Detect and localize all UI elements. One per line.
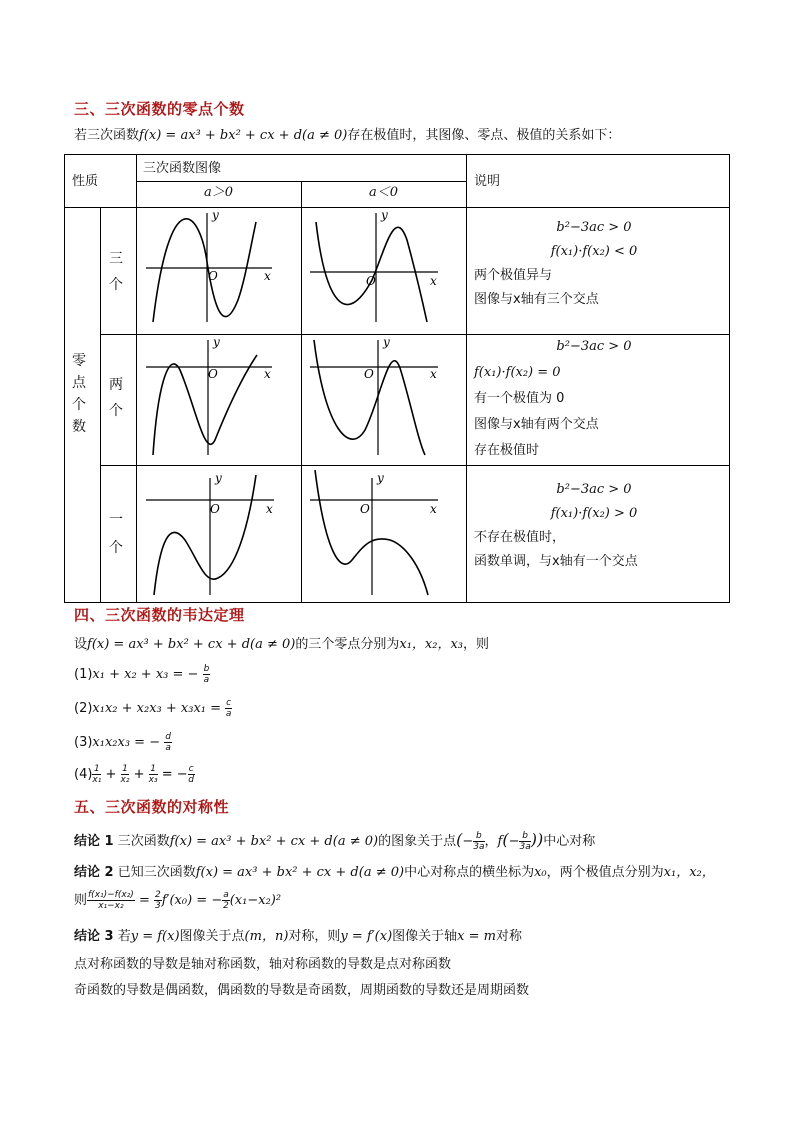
axis-x-label: x: [430, 502, 437, 516]
axis-y-label: y: [215, 471, 222, 485]
fraction: $\frac{d}{a}$: [165, 732, 171, 753]
axis-x-label: x: [430, 274, 437, 288]
axis-o-label: O: [364, 367, 374, 381]
graph-three-aneg: [310, 213, 438, 322]
axis-o-label: O: [208, 269, 218, 283]
axis-y-label: y: [383, 335, 390, 349]
row-label-one: 一 个: [109, 512, 123, 556]
axis-x-label: x: [264, 269, 271, 283]
header-property: 性质: [72, 174, 99, 189]
axis-o-label: O: [208, 367, 218, 381]
axis-o-label: O: [366, 274, 376, 288]
axis-y-label: y: [212, 208, 219, 222]
row-group-label: 零 点 个 数: [72, 353, 86, 435]
vieta-item-4: (4) $\frac{1}{\text{x₁}}$ + $\frac{1}{\text{x₂}}$ + $\frac{1}{\text{x₃}}$ = − $\frac{c}{d}$: [74, 764, 194, 785]
axis-o-label: O: [210, 502, 220, 516]
axis-y-label: y: [381, 208, 388, 222]
notes-three: b²−3ac > 0 f(x₁)·f(x₂) < 0 两个极值异与 图像与x轴有三个交点: [474, 220, 638, 307]
graph-two-apos: [146, 340, 272, 455]
vieta-item-2: (2)x₁x₂ + x₂x₃ + x₃x₁ = $\frac{c}{a}$: [74, 698, 232, 719]
notes-two: b²−3ac > 0 f(x₁)·f(x₂) = 0 有一个极值为 0 图像与x轴有两个交点 存在极值时: [474, 339, 632, 458]
axis-y-label: y: [213, 335, 220, 349]
section-3-title: 三、三次函数的零点个数: [74, 100, 245, 118]
graph-one-aneg: [310, 470, 438, 595]
row-label-three: 三 个: [109, 251, 123, 293]
header-graph: 三次函数图像: [143, 161, 222, 176]
conclusion-2-formula: 则 $\frac{\text{f(x₁)−f(x₂)}}{\text{x₁−x₂}}$ = $\frac{2}{3}$ f′(x₀) = − $\frac{a}{2}$ (x₁−x₂)²: [74, 890, 282, 911]
section-5-title: 五、三次函数的对称性: [74, 798, 230, 816]
notes-one: b²−3ac > 0 f(x₁)·f(x₂) > 0 不存在极值时， 函数单调，与x轴有一个交点: [474, 482, 638, 569]
conclusion-2: 结论 2 已知三次函数f(x) = ax³ + bx² + cx + d(a ≠ 0)中心对称点的横坐标为x₀，两个极值点分别为x₁，x₂，: [74, 865, 715, 880]
axis-x-label: x: [430, 367, 437, 381]
conclusion-3: 结论 3 若y = f(x)图像关于点(m，n)对称，则y = f′(x)图像关于轴x = m对称: [74, 929, 523, 944]
intro-formula: f(x) = ax³ + bx² + cx + d(a ≠ 0): [139, 128, 348, 143]
intro-text-post: 存在极值时，其图像、零点、极值的关系如下：: [347, 128, 621, 143]
fraction: $\frac{b}{a}$: [203, 664, 210, 685]
conclusion-1: 结论 1 三次函数f(x) = ax³ + bx² + cx + d(a ≠ 0)的图象关于点(− $\frac{b}{3a}$ ，f(− $\frac{b}{3a}$ ))中心对称: [74, 830, 596, 852]
vieta-item-1: (1)x₁ + x₂ + x₃ = − $\frac{b}{a}$: [74, 664, 210, 685]
axis-x-label: x: [266, 502, 273, 516]
intro-text-pre: 若三次函数: [74, 128, 140, 143]
axis-y-label: y: [377, 471, 384, 485]
graph-three-apos: [146, 213, 272, 322]
row-label-two: 两 个: [109, 377, 123, 419]
vieta-item-3: (3)x₁x₂x₃ = − $\frac{d}{a}$: [74, 732, 171, 753]
symmetry-note-1: 点对称函数的导数是轴对称函数，轴对称函数的导数是点对称函数: [74, 957, 452, 972]
axis-x-label: x: [264, 367, 271, 381]
header-note: 说明: [474, 174, 501, 189]
fraction: $\frac{c}{a}$: [225, 698, 232, 719]
header-a-negative: a＜0: [369, 185, 399, 200]
axis-o-label: O: [360, 502, 370, 516]
graph-one-apos: [146, 475, 274, 595]
header-a-positive: a＞0: [204, 185, 234, 200]
section-4-title: 四、三次函数的韦达定理: [74, 606, 245, 624]
symmetry-note-2: 奇函数的导数是偶函数，偶函数的导数是奇函数，周期函数的导数还是周期函数: [74, 983, 530, 998]
section-4-intro: 设f(x) = ax³ + bx² + cx + d(a ≠ 0)的三个零点分别为x₁，x₂，x₃，则: [74, 637, 490, 652]
graph-two-aneg: [310, 340, 438, 455]
